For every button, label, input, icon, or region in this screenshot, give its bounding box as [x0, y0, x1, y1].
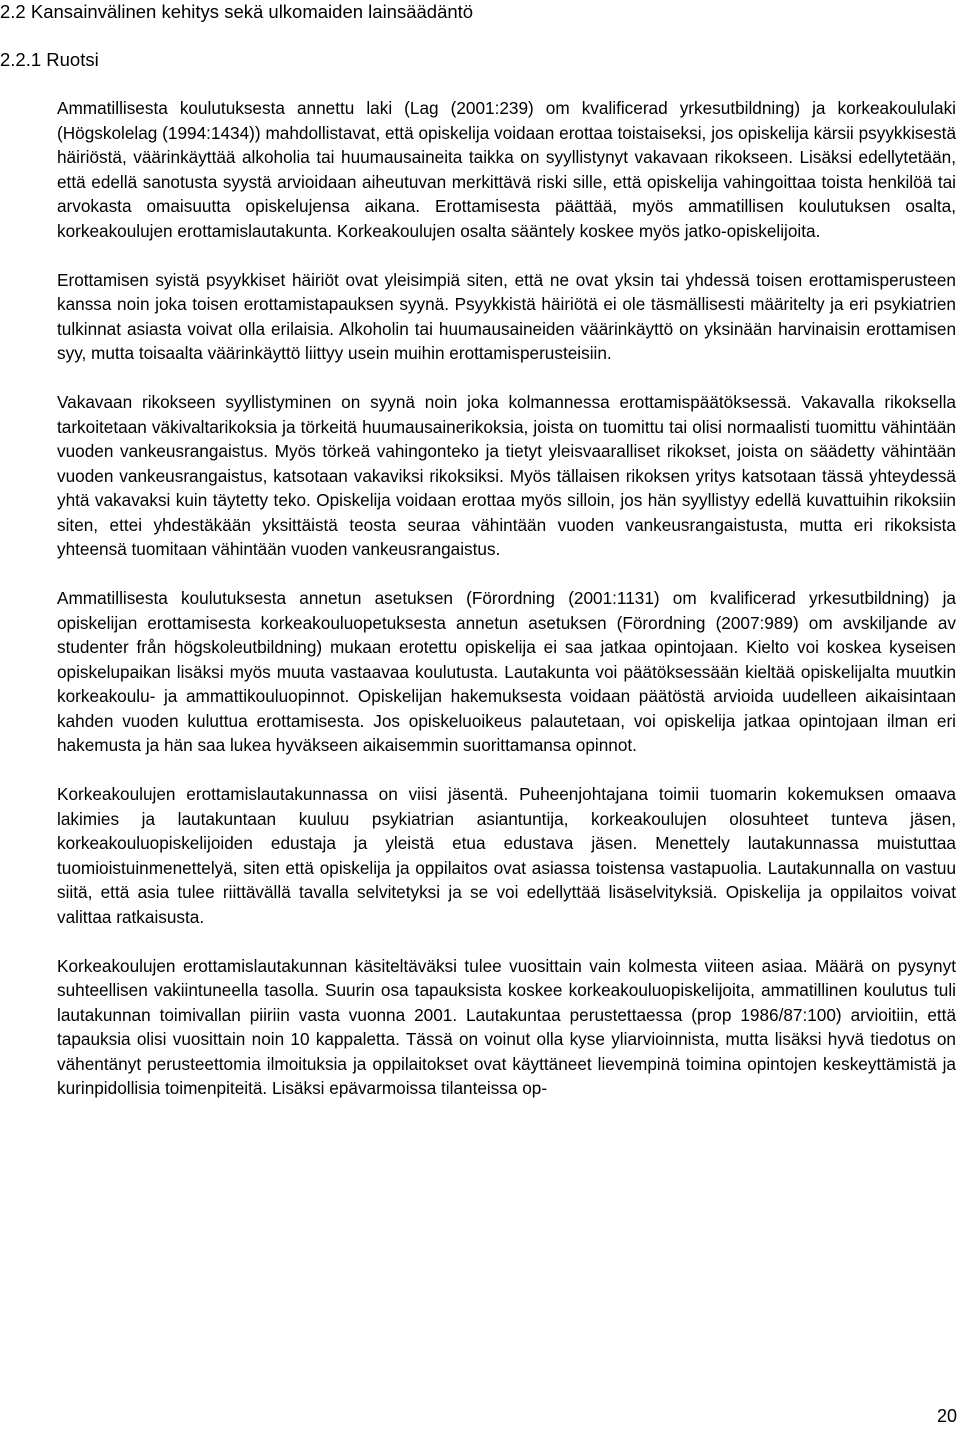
- paragraph-erottamislautakunta: Korkeakoulujen erottamislautakunnassa on viisi jäsentä. Puheenjohtajana toimii tuomarin kokemuksen omaava lakimies ja lautakuntaan kuuluu psykiatrian asiantuntija, korkeakoulujen olosuhteet tunteva jäsen, korkeakouluopiskelijoiden edustaja ja yleistä etua edustava jäsen. Menettely lautakunnassa muistuttaa tuomioistuinmenettelyä, siten että opiskelija ja oppilaitos ovat asiassa toistensa vastapuolia. Lautakunnalla on vastuu siitä, että asia tulee riittävällä tavalla selvitetyksi ja se voi edellyttää lisäselvityksiä. Opiskelija ja oppilaitos voivat valittaa ratkaisusta.: [57, 784, 956, 927]
- subsection-heading: 2.2.1 Ruotsi: [0, 49, 99, 70]
- paragraph-vakavaan-rikokseen: Vakavaan rikokseen syyllistyminen on syynä noin joka kolmannessa erottamispäätöksessä. Vakavalla rikoksella tarkoitetaan väkivaltarikoksia ja törkeitä huumausainerikoksia, joista on tuomittu tai olisi normaalisti tuomittu vähintään vuoden vankeusrangaistus. Myös törkeä vahingonteko ja tietyt yleisvaaralliset rikokset, joista on säädetty vähintään vuoden vankeusrangaistus, katsotaan vakaviksi rikoksiksi. Myös tällaisen rikoksen yritys katsotaan tässä yhteydessä yhtä vakavaksi kuin täytetty teko. Opiskelija voidaan erottaa myös silloin, jos hän syyllistyy edellä kuvattuihin rikoksiin siten, ettei yhdestäkään yksittäistä teosta seuraa vähintään vuoden vankeusrangaistusta, mutta eri rikoksista yhteensä tuomitaan vähintään vuoden vankeusrangaistus.: [57, 392, 956, 559]
- paragraph-ammatillisesta-laki: Ammatillisesta koulutuksesta annettu laki (Lag (2001:239) om kvalificerad yrkesutbildning) ja korkeakoululaki (Högskolelag (1994:1434)) mahdollistavat, että opiskelija voidaan erottaa toistaiseksi, jos opiskelija kärsii psyykkisestä häiriöstä, väärinkäyttää alkoholia tai huumausaineita taikka on syyllistynyt vakavaan rikokseen. Lisäksi edellytetään, että edellä sanotusta syystä arvioidaan aiheutuvan merkittävä riski sille, että opiskelija vahingoittaa toista henkilöä tai arvokasta omaisuutta opiskelujensa aikana. Erottamisesta päättää, myös ammatillisen koulutuksen osalta, korkeakoulujen erottamislautakunta. Korkeakoulujen osalta sääntely koskee myös jatko-opiskelijoita.: [57, 98, 956, 241]
- paragraph-asetus: Ammatillisesta koulutuksesta annetun asetuksen (Förordning (2001:1131) om kvalificerad yrkesutbildning) ja opiskelijan erottamisesta korkeakouluopetuksesta annetun asetuksen (Förordning (2007:989) om avskiljande av studenter från högskoleutbildning) mukaan erotettu opiskelija ei saa jatkaa opintojaan. Kielto voi koskea kyseisen opiskelupaikan lisäksi myös muuta vastaavaa koulutusta. Lautakunta voi päätöksessään kieltää opiskelijalta muutkin korkeakoulu- ja ammattikouluopinnot. Opiskelijan hakemuksesta voidaan päätöstä arvioida uudelleen aikaisintaan kahden vuoden kuluttua erottamisesta. Jos opiskeluoikeus palautetaan, voi opiskelija jatkaa opintojaan ilman eri hakemusta ja hän saa lukea hyväkseen aikaisemmin suorittamansa opinnot.: [57, 588, 956, 755]
- paragraph-erottamisen-syista: Erottamisen syistä psyykkiset häiriöt ovat yleisimpiä siten, että ne ovat yksin tai yhdessä toisen erottamisperusteen kanssa noin joka toisen erottamistapauksen syynä. Psyykkistä häiriötä ei ole täsmällisesti määritelty ja eri psykiatrien tulkinnat asiasta voivat olla erilaisia. Alkoholin tai huumausaineiden väärinkäyttö on yksinään harvinaisin erottamisen syy, mutta toisaalta väärinkäyttö liittyy usein muihin erottamisperusteisiin.: [57, 269, 956, 363]
- section-heading: 2.2 Kansainvälinen kehitys sekä ulkomaiden lainsäädäntö: [0, 1, 474, 22]
- paragraph-kasiteltavaksi: Korkeakoulujen erottamislautakunnan käsiteltäväksi tulee vuosittain vain kolmesta viiteen asiaa. Määrä on pysynyt suhteellisen vakiintuneella tasolla. Suurin osa tapauksista koskee korkeakouluopiskelijoita, ammatillinen koulutus tuli lautakunnan toimivallan piiriin vasta vuonna 2001. Lautakuntaa perustettaessa (prop 1986/87:100) arvioitiin, että tapauksia olisi vuosittain noin 10 kappaletta. Tässä on voinut olla kyse yliarvioinnista, mutta lisäksi hyvä tiedotus on vähentänyt perusteettomia ilmoituksia ja oppilaitokset ovat käyttäneet lievempinä toimina opintojen keskeyttämistä ja kurinpidollisia toimenpiteitä. Lisäksi epävarmoissa tilanteissa op-: [57, 955, 956, 1098]
- page-number: 20: [936, 1406, 957, 1426]
- document-body: [57, 96, 956, 1125]
